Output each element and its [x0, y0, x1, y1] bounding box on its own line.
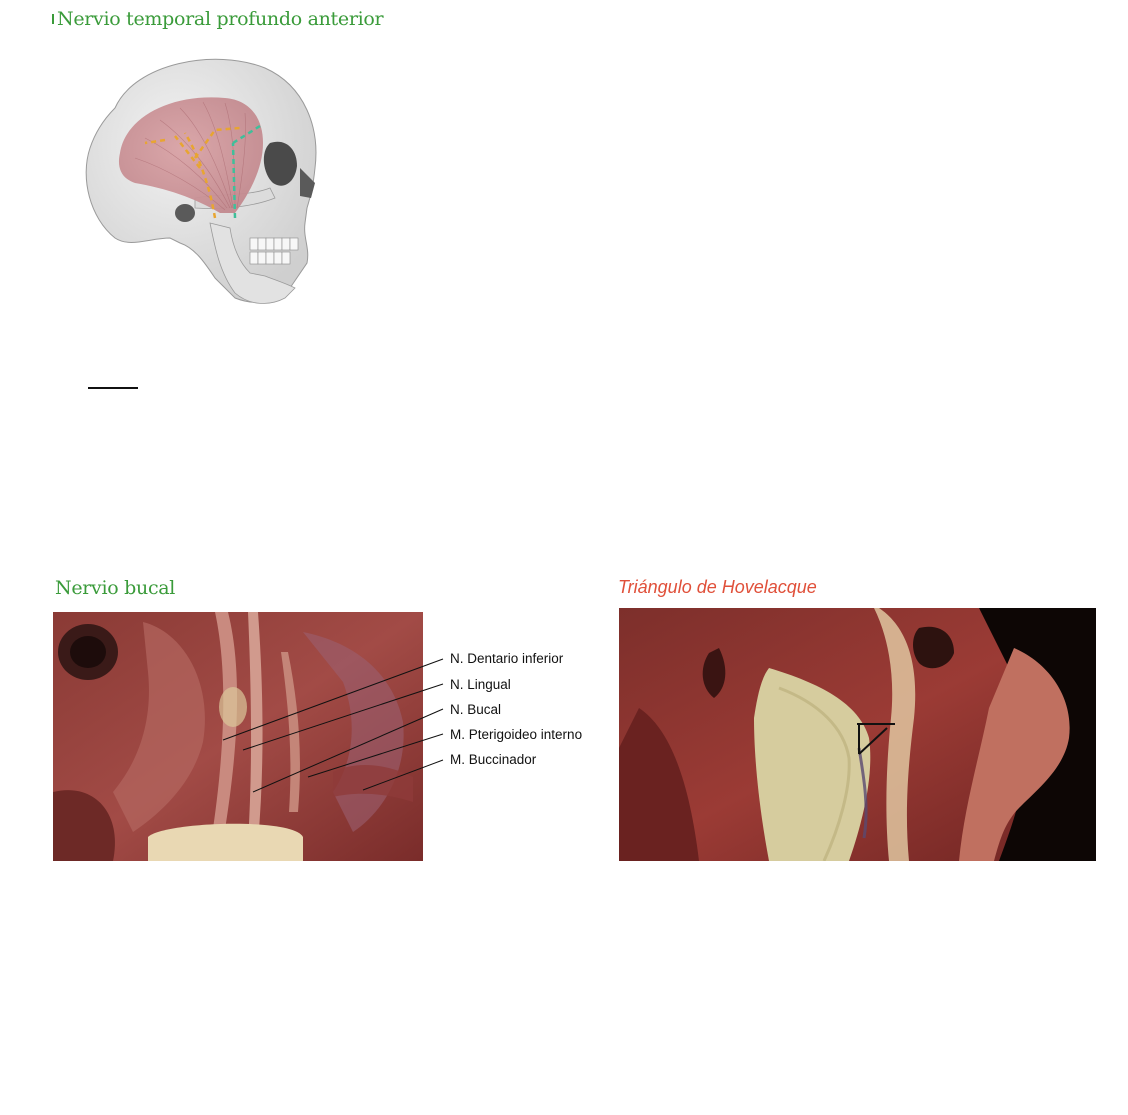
- hovelacque-triangle-dissection-photo: [619, 608, 1096, 861]
- underline-mark: [88, 387, 138, 389]
- label-bucal: N. Bucal: [450, 702, 502, 717]
- label-dentario-inferior: N. Dentario inferior: [450, 651, 564, 666]
- figure-title-hovelacque-triangle: Triángulo de Hovelacque: [618, 577, 817, 597]
- figure-title-temporal-nerve: Nervio temporal profundo anterior: [52, 8, 383, 30]
- callout-lines: [53, 612, 453, 861]
- label-buccinador: M. Buccinador: [450, 752, 537, 767]
- skull-temporal-muscle-illustration: [75, 48, 325, 308]
- figure-title-buccal-nerve: Nervio bucal: [55, 577, 176, 599]
- label-lingual: N. Lingual: [450, 677, 511, 692]
- label-pterigoideo-interno: M. Pterigoideo interno: [450, 727, 583, 742]
